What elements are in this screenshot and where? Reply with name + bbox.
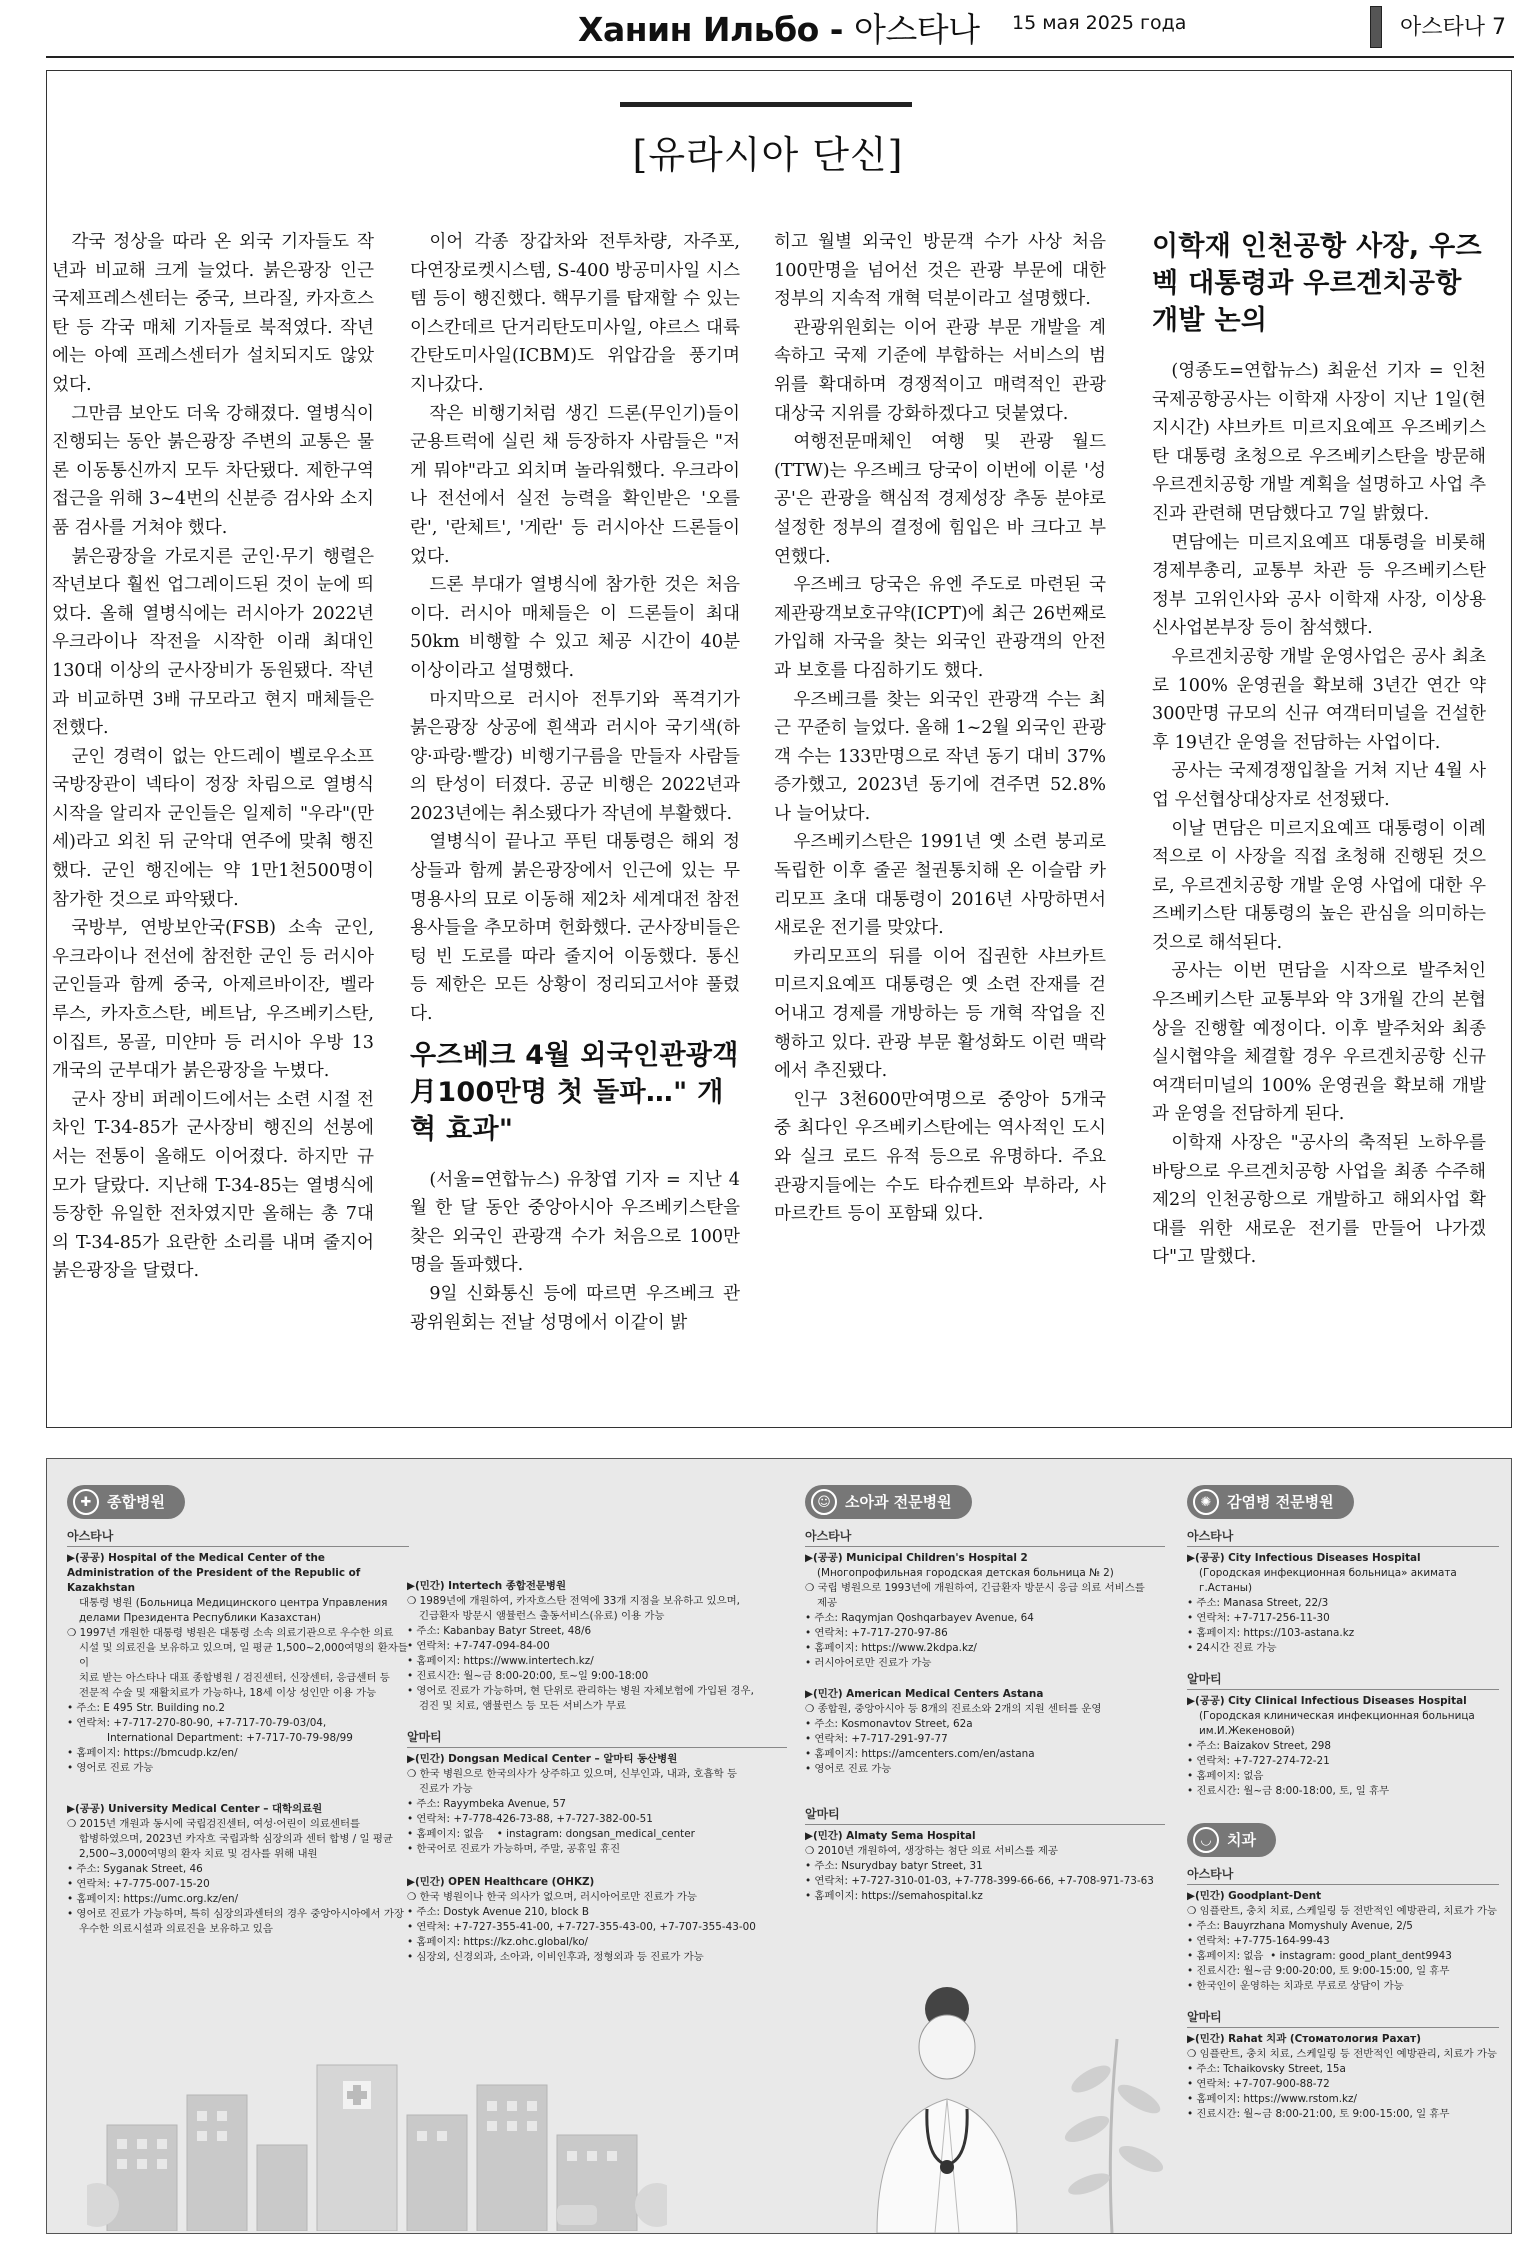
paragraph: 우르겐치공항 개발 운영사업은 공사 최초로 100% 운영권을 확보해 3년간 연간 약 300만명 규모의 신규 여객터미널을 건설한 후 19년간 운영을 전담하는 사업이다.	[1152, 646, 1486, 753]
ad-column-pediatric	[805, 1485, 1165, 1914]
city-label: 알마티	[407, 1724, 787, 1748]
plant-illustration	[1047, 2019, 1177, 2233]
hospital-entry: ▶(공공) Hospital of the Medical Center of the Administration of the President of the Republic of Kazakhstan 대통령 병원 (Больница Медицинского центра Управления делами Президента Республики Казахстан) ❍ 1997년 개원한 대통령 병원은 대통령 소속 의료기관으로 우수한 의료 시설 및 의료진을 보유하고 있으며, 일 평균 1,500~2,000여명의 환자들이 치료 받는 아스타나 대표 종합병원 / 검진센터, 신장센터, 응급센터 등 전문적 수술 및 재활치료가 가능하나, 18세 이상 성인만 이용 가능 • 주소: E 495 Str. Building no.2 • 연락처: +7-717-270-80-90, +7-717-70-79-03/04, International Department: +7-717-70-79-98/99 • 홈페이지: https://bmcudp.kz/en/ • 영어로 진료 가능	[67, 1552, 408, 1774]
paragraph: (영종도=연합뉴스) 최윤선 기자 = 인천국제공항공사는 이학재 사장이 지난 1일(현지시간) 샤브카트 미르지요예프 우즈베키스탄 대통령 초청으로 우즈베키스탄을 방문해 우르겐치공항 개발 계획을 설명하고 사업 추진과 관련해 면담했다고 7일 밝혔다.	[1152, 361, 1486, 524]
paragraph: 인구 3천600만여명으로 중앙아 5개국 중 최다인 우즈베키스탄에는 역사적인 도시와 실크 로드 유적 등으로 유명하다. 주요 관광지들에는 수도 타슈켄트와 부하라, 사마르칸트 등이 포함돼 있다.	[774, 1089, 1106, 1225]
virus-icon: ✺	[1193, 1489, 1219, 1515]
newspaper-brand	[578, 4, 979, 51]
brand-city: 아스타나	[853, 10, 980, 49]
section-title-rule	[620, 102, 912, 107]
paragraph: 작은 비행기처럼 생긴 드론(무인기)들이 군용트럭에 실린 채 등장하자 사람들은 "저게 뭐야"라고 외치며 놀라워했다. 우크라이나 전선에서 실전 능력을 확인받은 '오를란', '란체트', '게란' 등 러시아산 드론들이었다.	[410, 403, 740, 567]
page-marker-bar	[1370, 6, 1382, 48]
paragraph: 드론 부대가 열병식에 참가한 것은 처음이다. 러시아 매체들은 이 드론들이 최대 50km 비행할 수 있고 체공 시간이 40분 이상이라고 설명했다.	[410, 575, 740, 681]
city-skyline-illustration	[87, 2055, 667, 2231]
category-header-pediatric: ☺ 소아과 전문병원	[805, 1485, 972, 1519]
doctor-illustration	[847, 1969, 1047, 2233]
baby-icon: ☺	[811, 1489, 837, 1515]
ad-column-infectious-dental	[1187, 1485, 1499, 2132]
hospital-entry: ▶(공공) Municipal Children's Hospital 2 (Многопрофильная городская детская больница № 2) ❍ 국립 병원으로 1993년에 개원하여, 긴급환자 방문시 응급 의료 서비스를 제공 • 주소: Raqymjan Qoshqarbayev Avenue, 64 • 연락처: +7-717-270-97-86 • 홈페이지: https://www.2kdpa.kz/ • 러시아어로만 진료가 가능	[805, 1552, 1145, 1669]
paragraph: 9일 신화통신 등에 따르면 우즈베크 관광위원회는 전날 성명에서 이같이 밝	[410, 1284, 740, 1333]
clinic-entry: ▶(민간) Rahat 치과 (Стоматология Рахат) ❍ 임플란트, 충치 치료, 스케일링 등 전반적인 예방관리, 치료가 가능 • 주소: Tchaikovsky Street, 15a • 연락처: +7-707-900-88-72 • 홈페이지: https://www.rstom.kz/ • 진료시간: 월~금 8:00-21:00, 토 9:00-15:00, 일 휴무	[1187, 2033, 1497, 2120]
paragraph: 이날 면담은 미르지요예프 대통령이 이례적으로 이 사장을 직접 초청해 진행된 것으로, 우르겐치공항 개발 운영 사업에 대한 우즈베키스탄 대통령의 높은 관심을 의미하는 것으로 해석된다.	[1152, 818, 1486, 953]
hospital-entry: ▶(공공) City Clinical Infectious Diseases Hospital (Городская клиническая инфекционная больница им.И.Жекеновой) • 주소: Baizakov Street, 298 • 연락처: +7-727-274-72-21 • 홈페이지: 없음 • 진료시간: 월~금 8:00-18:00, 토, 일 휴무	[1187, 1695, 1475, 1797]
paragraph: 공사는 국제경쟁입찰을 거쳐 지난 4월 사업 우선협상대상자로 선정됐다.	[1152, 761, 1486, 810]
paragraph: 군인 경력이 없는 안드레이 벨로우소프 국방장관이 넥타이 정장 차림으로 열병식 시작을 알리자 군인들은 일제히 "우라"(만세)라고 외친 뒤 군악대 연주에 맞춰 행진했다. 군인 행진에는 약 1만1천500명이 참가한 것으로 파악됐다.	[52, 746, 374, 910]
masthead	[0, 0, 1535, 58]
category-header-general: ✚ 종합병원	[67, 1485, 185, 1519]
ad-column-general-hospitals	[67, 1485, 409, 1947]
city-label: 알마티	[1187, 2004, 1499, 2028]
paragraph: (서울=연합뉴스) 유창엽 기자 = 지난 4월 한 달 동안 중앙아시아 우즈베키스탄을 찾은 외국인 관광객 수가 처음으로 100만명을 돌파했다.	[410, 1169, 740, 1276]
paragraph: 그만큼 보안도 더욱 강해졌다. 열병식이 진행되는 동안 붉은광장 주변의 교통은 물론 이동통신까지 모두 차단됐다. 제한구역 접근을 위해 3~4번의 신분증 검사와 소지품 검사를 거쳐야 했다.	[52, 403, 374, 538]
paragraph: 붉은광장을 가로지른 군인·무기 행렬은 작년보다 훨씬 업그레이드된 것이 눈에 띄었다. 올해 열병식에는 러시아가 2022년 우크라이나 작전을 시작한 이래 최대인 130대 이상의 군사장비가 동원됐다. 작년과 비교하면 3배 규모라고 현지 매체들은 전했다.	[52, 546, 374, 739]
paragraph: 공사는 이번 면담을 시작으로 발주처인 우즈베키스탄 교통부와 약 3개월 간의 본협상을 진행할 예정이다. 이후 발주처와 최종 실시협약을 체결할 경우 우르겐치공항 신규 여객터미널의 100% 운영권을 확보해 개발과 운영을 전담하게 된다.	[1152, 961, 1486, 1125]
paragraph: 우즈베크 당국은 유엔 주도로 마련된 국제관광객보호규약(ICPT)에 최근 26번째로 가입해 자국을 찾는 외국인 관광객의 안전과 보호를 다짐하기도 했다.	[774, 575, 1106, 681]
paragraph: 국방부, 연방보안국(FSB) 소속 군인, 우크라이나 전선에 참전한 군인 등 러시아 군인들과 함께 중국, 아제르바이잔, 벨라루스, 카자흐스탄, 베트남, 우즈베키스탄, 이집트, 몽골, 미얀마 등 러시아 우방 13개국의 군부대가 붉은광장을 누볐다.	[52, 918, 374, 1082]
city-label: 아스타나	[1187, 1523, 1499, 1547]
paragraph: 카리모프의 뒤를 이어 집권한 샤브카트 미르지요예프 대통령은 옛 소련 잔재를 걷어내고 경제를 개방하는 등 개혁 작업을 진행하고 있다. 관광 부문 활성화도 이런 맥락에서 추진됐다.	[774, 946, 1106, 1082]
hospital-entry: ▶(공공) City Infectious Diseases Hospital (Городская инфекционная больница» акимата г.Астаны) • 주소: Manasa Street, 22/3 • 연락처: +7-717-256-11-30 • 홈페이지: https://103-astana.kz • 24시간 진료 가능	[1187, 1552, 1457, 1654]
hospital-entry: ▶(민간) American Medical Centers Astana ❍ 종합원, 중앙아시아 등 8개의 진료소와 2개의 지원 센터를 운영 • 주소: Kosmonavtov Street, 62a • 연락처: +7-717-291-97-77 • 홈페이지: https://amcenters.com/en/astana • 영어로 진료 가능	[805, 1688, 1102, 1775]
paragraph: 열병식이 끝나고 푸틴 대통령은 해외 정상들과 함께 붉은광장에서 인근에 있는 무명용사의 묘로 이동해 제2차 세계대전 참전 용사들을 추모하며 헌화했다. 군사장비들은 텅 빈 도로를 따라 줄지어 이동했다. 통신 등 제한은 모든 상황이 정리되고서야 풀렸다.	[410, 832, 740, 1025]
paragraph: 우즈베키스탄은 1991년 옛 소련 붕괴로 독립한 이후 줄곧 철권통치해 온 이슬람 카리모프 초대 대통령이 2016년 사망하면서 새로운 전기를 맞았다.	[774, 832, 1106, 939]
city-label: 아스타나	[67, 1523, 409, 1547]
category-header-infectious: ✺ 감염병 전문병원	[1187, 1485, 1354, 1519]
article-column-1	[52, 228, 374, 1286]
header-rule	[46, 56, 1514, 58]
category-header-dental: ◡ 치과	[1187, 1823, 1276, 1857]
paragraph: 여행전문매체인 여행 및 관광 월드(TTW)는 우즈베크 당국이 이번에 이룬 '성공'은 관광을 핵심적 경제성장 추동 분야로 설정한 정부의 결정에 힘입은 바 크다고 부연했다.	[774, 432, 1106, 567]
page-number: 아스타나 7	[1400, 15, 1506, 40]
hospital-directory-ad	[46, 1458, 1512, 2234]
article-column-3	[774, 228, 1106, 1229]
city-label: 알마티	[805, 1801, 1165, 1825]
paragraph: 히고 월별 외국인 방문객 수가 사상 처음 100만명을 넘어선 것은 관광 부문에 대한 정부의 지속적 개혁 덕분이라고 설명했다.	[774, 232, 1106, 310]
hospital-entry: ▶(민간) Almaty Sema Hospital ❍ 2010년 개원하여, 생장하는 첨단 의료 서비스를 제공 • 주소: Nsurydbay batyr Street, 31 • 연락처: +7-727-310-01-03, +7-778-399-66-66, +7-708-971-73-63 • 홈페이지: https://semahospital.kz	[805, 1830, 1154, 1902]
article-headline-uzbek-tourism: 우즈베크 4월 외국인관광객 月100만명 첫 돌파…" 개혁 효과"	[410, 1039, 739, 1145]
paragraph: 각국 정상을 따라 온 외국 기자들도 작년과 비교해 크게 늘었다. 붉은광장 인근 국제프레스센터는 중국, 브라질, 카자흐스탄 등 각국 매체 기자들로 북적였다. 작년에는 아예 프레스센터가 설치되지도 않았었다.	[52, 232, 374, 395]
article-headline-incheon-airport: 이학재 인천공항 사장, 우즈벡 대통령과 우르겐치공항 개발 논의	[1152, 231, 1482, 336]
paragraph: 군사 장비 퍼레이드에서는 소련 시절 전차인 T-34-85가 군사장비 행진의 선봉에 서는 전통이 올해도 이어졌다. 하지만 규모가 달랐다. 지난해 T-34-85는 열병식에 등장한 유일한 전차였지만 올해는 총 7대의 T-34-85가 요란한 소리를 내며 줄지어 붉은광장을 달렸다.	[52, 1089, 374, 1282]
ad-column-general-hospitals-2	[407, 1579, 787, 1975]
hospital-entry: ▶(공공) University Medical Center – 대학의료원 ❍ 2015년 개원과 동시에 국립검진센터, 여성·어린이 의료센터를 합병하였으며, 2023년 카자흐 국립과학 심장의과 센터 합병 / 일 평균 2,500~3,000여명의 환자 치료 및 검사를 위해 내원 • 주소: Syganak Street, 46 • 연락처: +7-775-007-15-20 • 홈페이지: https://umc.org.kz/en/ • 영어로 진료가 가능하며, 특히 심장의과센터의 경우 중앙아시아에서 가장 우수한 의료시설과 의료진을 보유하고 있음	[67, 1803, 404, 1935]
hospital-entry: ▶(민간) Dongsan Medical Center – 알마티 동산병원 ❍ 한국 병원으로 한국의사가 상주하고 있으며, 신부인과, 내과, 호흡학 등 진료가 가능 • 주소: Rayymbeka Avenue, 57 • 연락처: +7-778-426-73-88, +7-727-382-00-51 • 홈페이지: 없음 • instagram: dongsan_medical_center • 한국어로 진료가 가능하며, 주말, 공휴일 휴진	[407, 1753, 737, 1855]
hospital-icon: ✚	[73, 1489, 99, 1515]
tooth-icon: ◡	[1193, 1827, 1219, 1853]
paragraph: 이학재 사장은 "공사의 축적된 노하우를 바탕으로 우르겐치공항 사업을 최종 수주해 제2의 인천공항으로 개발하고 해외사업 확대를 위한 새로운 전기를 만들어 나가겠다"고 말했다.	[1152, 1133, 1486, 1268]
paragraph: 관광위원회는 이어 관광 부문 개발을 계속하고 국제 기준에 부합하는 서비스의 범위를 확대하며 경쟁적이고 매력적인 관광 대상국 지위를 강화하겠다고 덧붙였다.	[774, 317, 1106, 424]
article-column-2	[410, 228, 740, 1337]
brand-name: Ханин Ильбо -	[578, 10, 854, 49]
paragraph: 이어 각종 장갑차와 전투차량, 자주포, 다연장로켓시스템, S-400 방공미사일 시스템 등이 행진했다. 핵무기를 탑재할 수 있는 이스칸데르 단거리탄도미사일, 야르스 대륙간탄도미사일(ICBM)도 위압감을 풍기며 지나갔다.	[410, 232, 740, 395]
paragraph: 우즈베크를 찾는 외국인 관광객 수는 최근 꾸준히 늘었다. 올해 1~2월 외국인 관광객 수는 133만명으로 작년 동기 대비 37% 증가했고, 2023년 동기에 견주면 52.8%나 늘어났다.	[774, 689, 1106, 824]
hospital-entry: ▶(민간) OPEN Healthcare (OHKZ) ❍ 한국 병원이나 한국 의사가 없으며, 러시아어로만 진료가 가능 • 주소: Dostyk Avenue 210, block B • 연락처: +7-727-355-41-00, +7-727-355-43-00, +7-707-355-43-00 • 홈페이지: https://kz.ohc.global/ko/ • 심장외, 신경외과, 소아과, 이비인후과, 정형외과 등 진료가 가능	[407, 1876, 756, 1963]
article-column-4	[1152, 228, 1486, 1272]
hospital-entry: ▶(민간) Intertech 종합전문병원 ❍ 1989년에 개원하여, 카자흐스탄 전역에 33개 지점을 보유하고 있으며, 긴급환자 방문시 앰뷸런스 출동서비스(유료) 이용 가능 • 주소: Kabanbay Batyr Street, 48/6 • 연락처: +7-747-094-84-00 • 홈페이지: https://www.intertech.kz/ • 진료시간: 월~금 8:00-20:00, 토~일 9:00-18:00 • 영어로 진료가 가능하며, 현 단위로 관리하는 병원 자체보험에 가입된 경우, 검진 및 치료, 앰뷸런스 등 모든 서비스가 무료	[407, 1580, 754, 1712]
issue-date: 15 мая 2025 года	[1012, 12, 1187, 34]
paragraph: 면담에는 미르지요예프 대통령을 비롯해 경제부총리, 교통부 차관 등 우즈베키스탄 정부 고위인사와 공사 이학재 사장, 이상용 신사업본부장 등이 참석했다.	[1152, 532, 1486, 639]
paragraph: 마지막으로 러시아 전투기와 폭격기가 붉은광장 상공에 흰색과 러시아 국기색(하양·파랑·빨강) 비행기구름을 만들자 사람들의 탄성이 터졌다. 공군 비행은 2022년과 2023년에는 취소됐다가 작년에 부활했다.	[410, 689, 740, 824]
city-label: 아스타나	[805, 1523, 1165, 1547]
city-label: 알마티	[1187, 1666, 1499, 1690]
section-title: [유라시아 단신]	[632, 133, 904, 177]
clinic-entry: ▶(민간) Goodplant-Dent ❍ 임플란트, 충치 치료, 스케일링 등 전반적인 예방관리, 치료가 가능 • 주소: Bauyrzhana Momyshuly Avenue, 2/5 • 연락처: +7-775-164-99-43 • 홈페이지: 없음 • instagram: good_plant_dent9943 • 진료시간: 월~금 9:00-20:00, 토 9:00-15:00, 일 휴무 • 한국인이 운영하는 치과로 무료로 상담이 가능	[1187, 1890, 1497, 1992]
city-label: 아스타나	[1187, 1861, 1499, 1885]
